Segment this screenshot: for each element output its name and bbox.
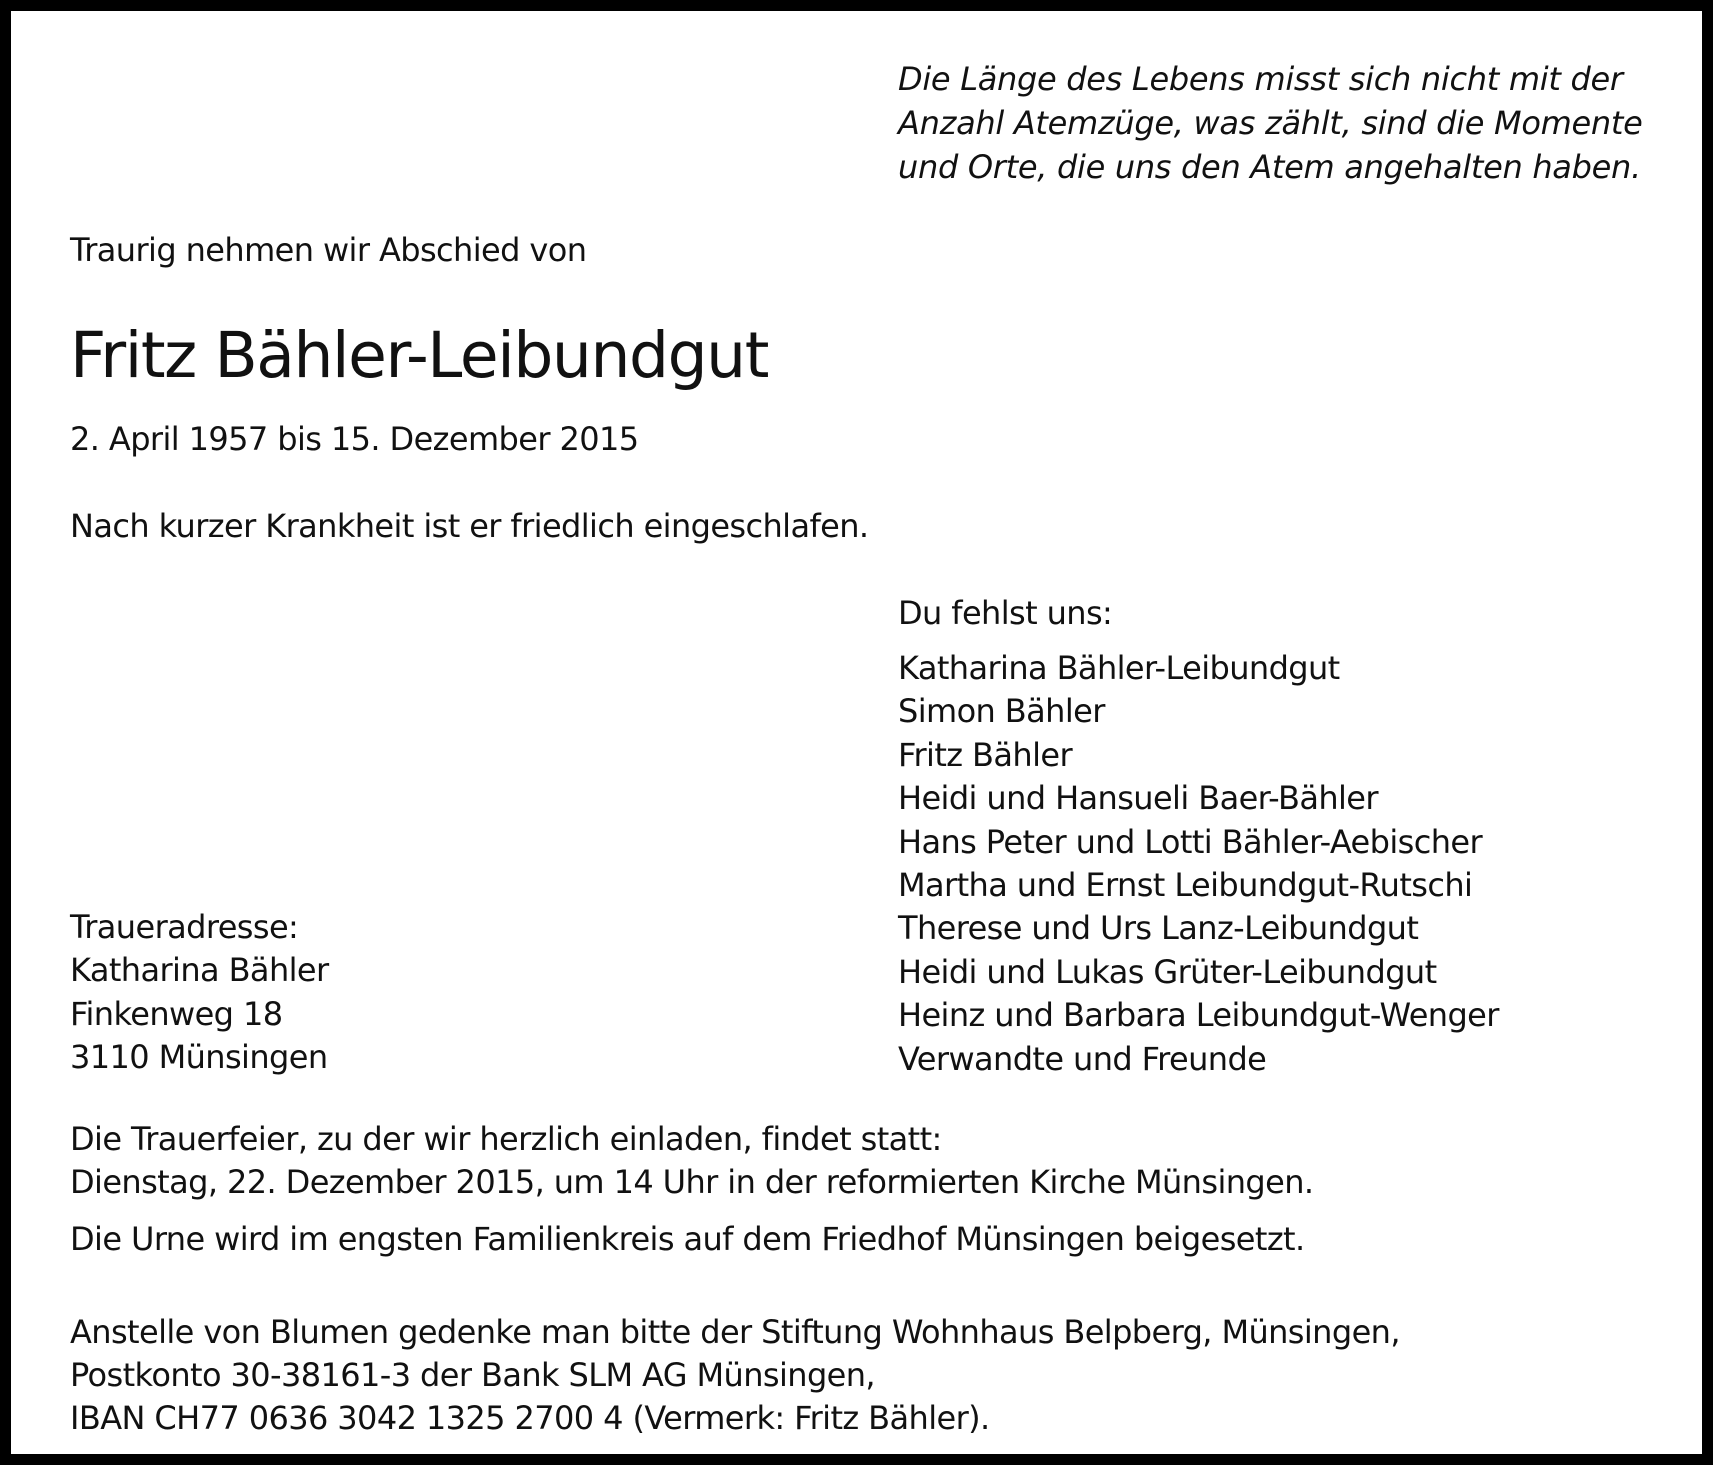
mourner-name: Hans Peter und Lotti Bähler-Aebischer (898, 822, 1483, 861)
mourner-name: Verwandte und Freunde (898, 1039, 1267, 1078)
quote-line: und Orte, die uns den Atem angehalten haben. (898, 148, 1641, 186)
mourner-name: Martha und Ernst Leibundgut-Rutschi (898, 866, 1473, 905)
mourners-list (898, 647, 1499, 1081)
donation-info (70, 1311, 1400, 1440)
mourner-name: Heidi und Hansueli Baer-Bähler (898, 779, 1378, 818)
quote-line: Die Länge des Lebens misst sich nicht mit der (898, 60, 1623, 98)
mourner-name: Therese und Urs Lanz-Leibundgut (898, 909, 1419, 948)
address-name: Katharina Bähler (70, 951, 329, 990)
ceremony-info (70, 1118, 1313, 1204)
mourner-name: Heidi und Lukas Grüter-Leibundgut (898, 952, 1437, 991)
mourning-address (70, 906, 329, 1080)
address-street: Finkenweg 18 (70, 994, 283, 1033)
address-label: Traueradresse: (70, 908, 299, 946)
intro-text: Traurig nehmen wir Abschied von (70, 231, 587, 269)
mourner-name: Heinz und Barbara Leibundgut-Wenger (898, 996, 1499, 1035)
mourner-name: Simon Bähler (898, 692, 1105, 731)
address-city: 3110 Münsingen (70, 1038, 328, 1077)
memorial-quote (898, 57, 1643, 189)
ceremony-invitation: Die Trauerfeier, zu der wir herzlich einladen, findet statt: (70, 1120, 942, 1158)
life-dates: 2. April 1957 bis 15. Dezember 2015 (70, 420, 639, 458)
deceased-name: Fritz Bähler-Leibundgut (70, 319, 768, 392)
donation-iban: IBAN CH77 0636 3042 1325 2700 4 (Vermerk: Fritz Bähler). (70, 1399, 990, 1437)
ceremony-date-place: Dienstag, 22. Dezember 2015, um 14 Uhr in der reformierten Kirche Münsingen. (70, 1163, 1314, 1201)
mourner-name: Katharina Bähler-Leibundgut (898, 649, 1340, 687)
donation-account: Postkonto 30-38161-3 der Bank SLM AG Münsingen, (70, 1356, 876, 1394)
burial-note: Die Urne wird im engsten Familienkreis auf dem Friedhof Münsingen beigesetzt. (70, 1220, 1305, 1258)
mourner-name: Fritz Bähler (898, 735, 1073, 774)
quote-line: Anzahl Atemzüge, was zählt, sind die Momente (898, 104, 1643, 142)
passing-note: Nach kurzer Krankheit ist er friedlich eingeschlafen. (70, 507, 869, 545)
donation-foundation: Anstelle von Blumen gedenke man bitte der Stiftung Wohnhaus Belpberg, Münsingen, (70, 1313, 1400, 1351)
mourners-heading: Du fehlst uns: (898, 594, 1113, 632)
